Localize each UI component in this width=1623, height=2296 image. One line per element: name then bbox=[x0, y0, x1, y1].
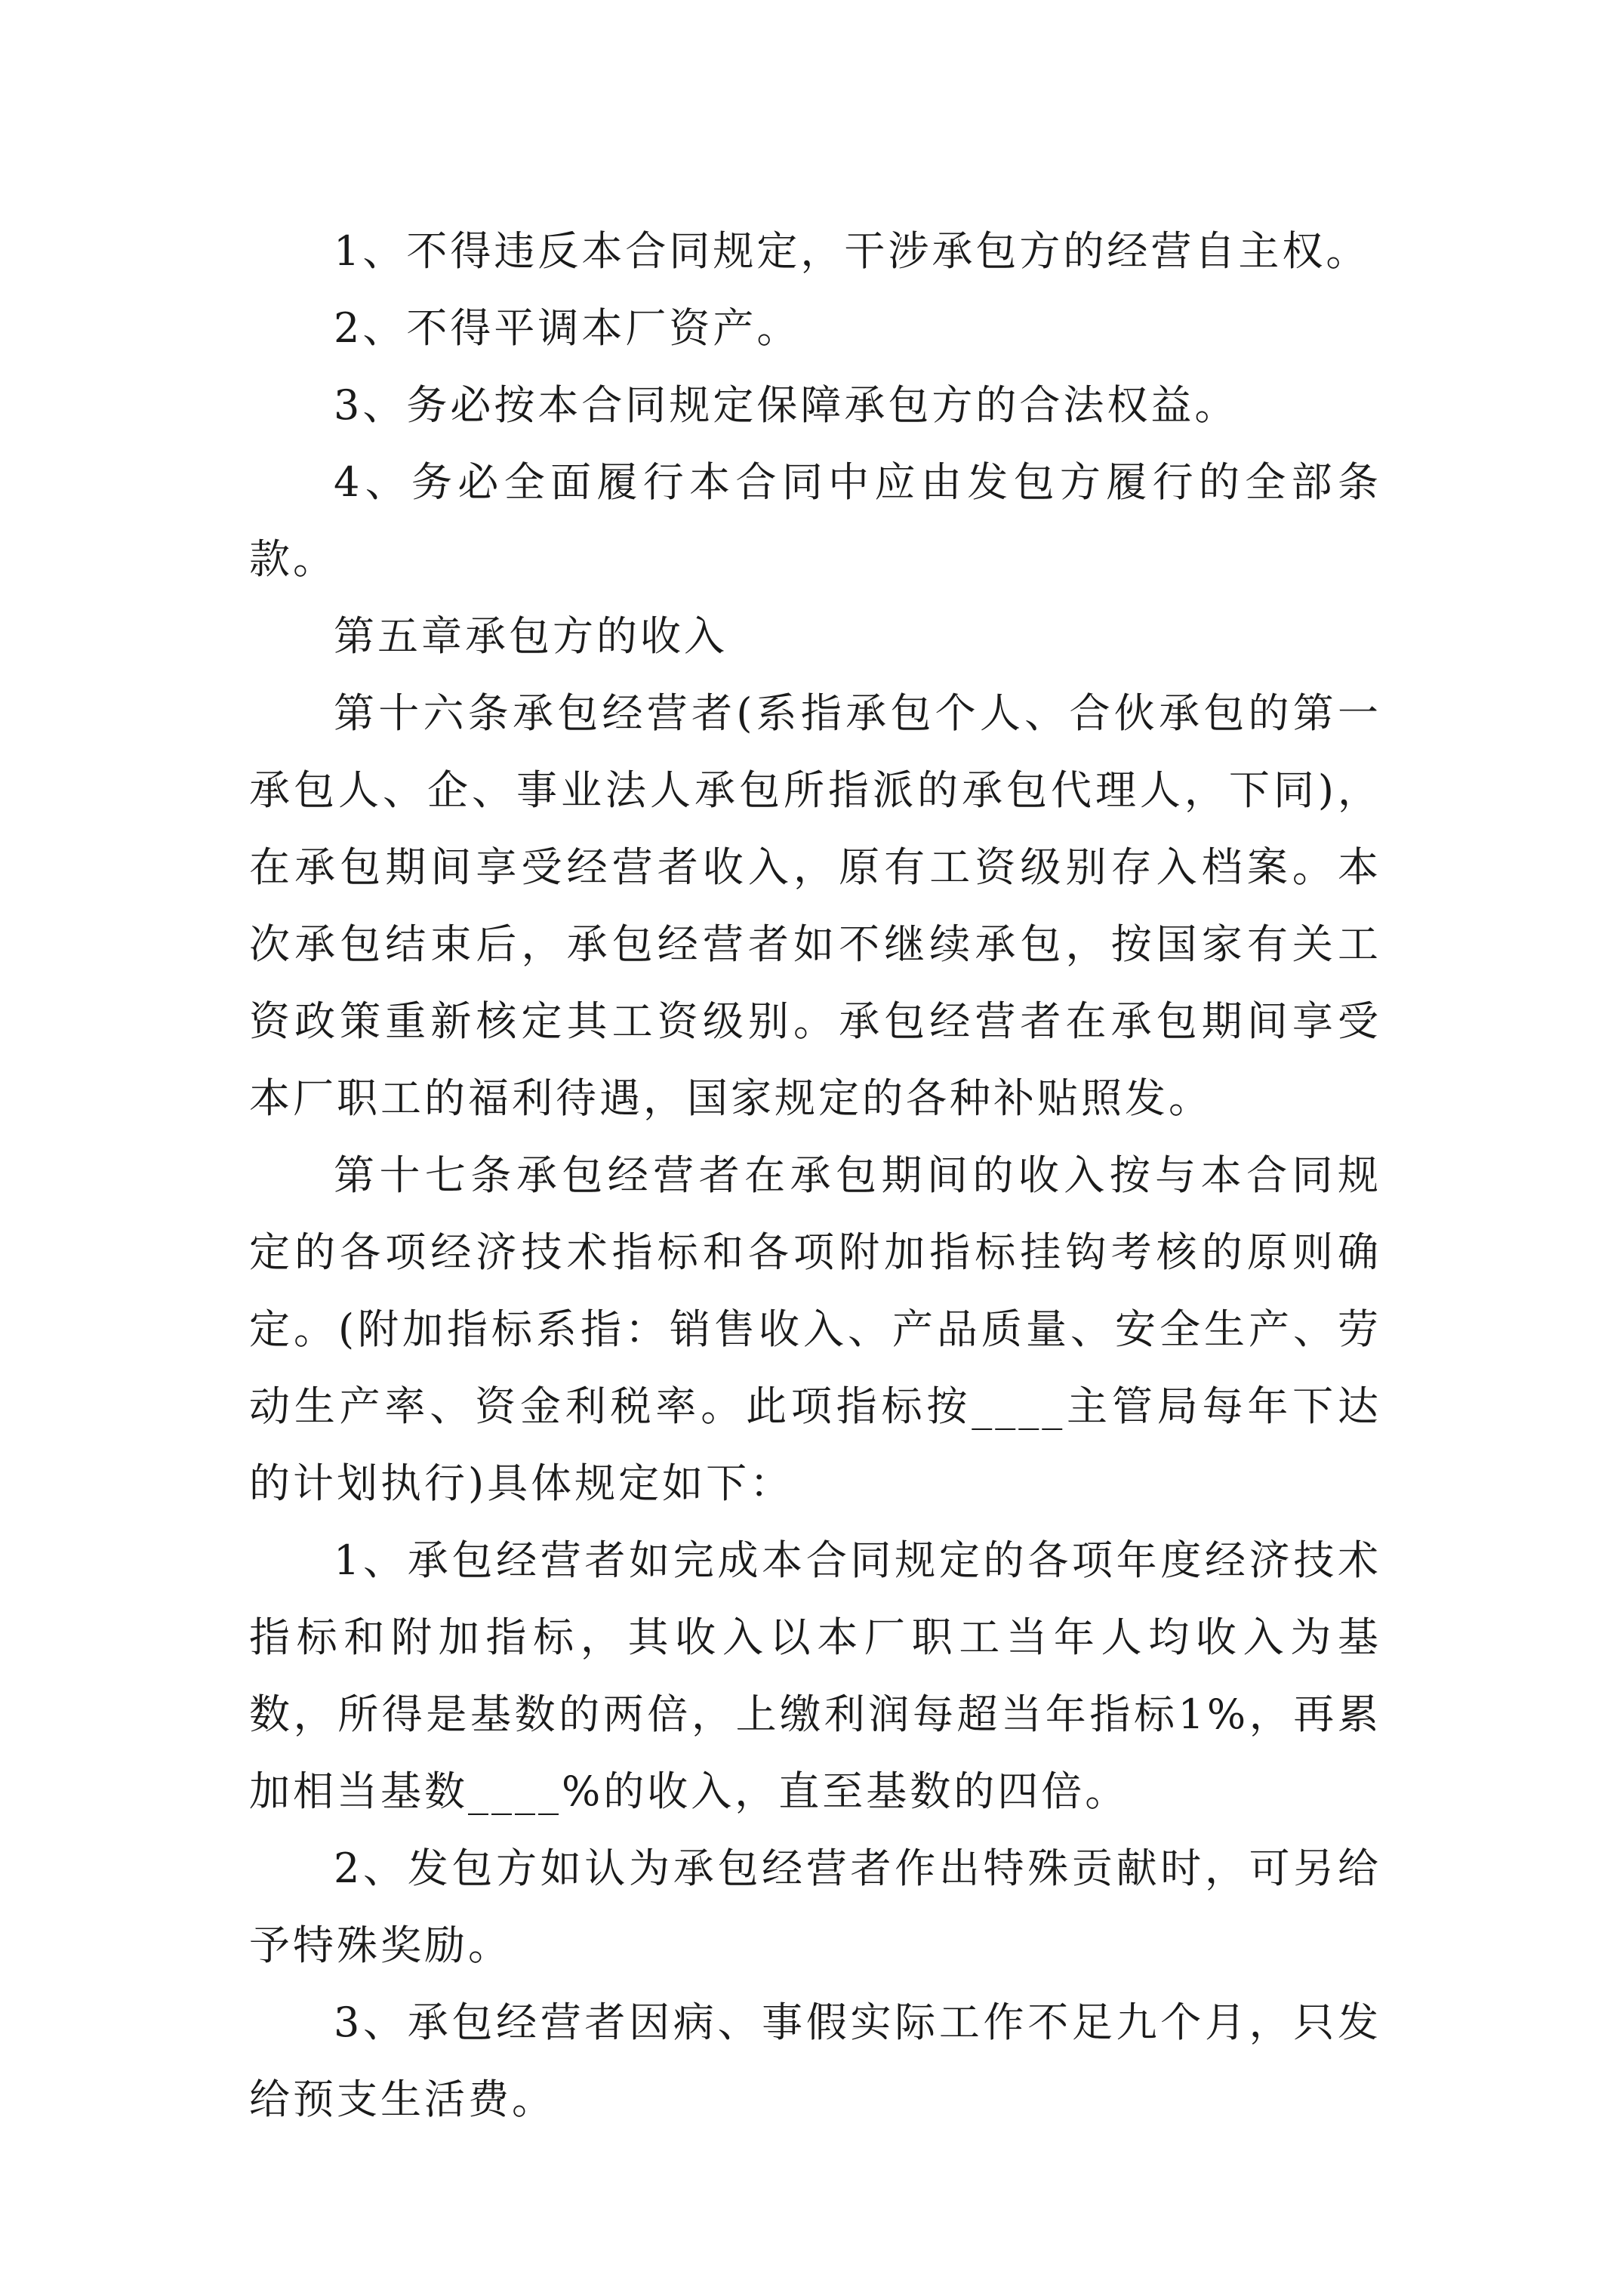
article-16: 第十六条承包经营者(系指承包个人、合伙承包的第一承包人、企、事业法人承包所指派的承包代理人，下同)，在承包期间享受经营者收入，原有工资级别存入档案。本次承包结束后，承包经营者如不继续承包，按国家有关工资政策重新核定其工资级别。承包经营者在承包期间享受本厂职工的福利待遇，国家规定的各种补贴照发。 bbox=[249, 689, 1381, 1122]
income-rule-1: 1、承包经营者如完成本合同规定的各项年度经济技术指标和附加指标，其收入以本厂职工当年人均收入为基数，所得是基数的两倍，上缴利润每超当年指标1%，再累加相当基数____%的收入，直至基数的四倍。 bbox=[249, 1536, 1381, 1815]
paragraph-clause-3: 3、务必按本合同规定保障承包方的合法权益。 bbox=[334, 381, 1239, 429]
income-rule-3: 3、承包经营者因病、事假实际工作不足九个月，只发给预支生活费。 bbox=[249, 1999, 1381, 2123]
paragraph-clause-2: 2、不得平调本厂资产。 bbox=[334, 304, 801, 352]
income-rule-2: 2、发包方如认为承包经营者作出特殊贡献时，可另给予特殊奖励。 bbox=[249, 1845, 1381, 1969]
paragraph-clause-1: 1、不得违反本合同规定，干涉承包方的经营自主权。 bbox=[334, 227, 1370, 275]
document-body bbox=[249, 213, 1381, 2138]
chapter-heading: 第五章承包方的收入 bbox=[334, 612, 728, 660]
paragraph-clause-4: 4、务必全面履行本合同中应由发包方履行的全部条款。 bbox=[249, 458, 1381, 583]
article-17: 第十七条承包经营者在承包期间的收入按与本合同规定的各项经济技术指标和各项附加指标挂钩考核的原则确定。(附加指标系指：销售收入、产品质量、安全生产、劳动生产率、资金利税率。此项指标按____主管局每年下达的计划执行)具体规定如下： bbox=[249, 1151, 1381, 1507]
